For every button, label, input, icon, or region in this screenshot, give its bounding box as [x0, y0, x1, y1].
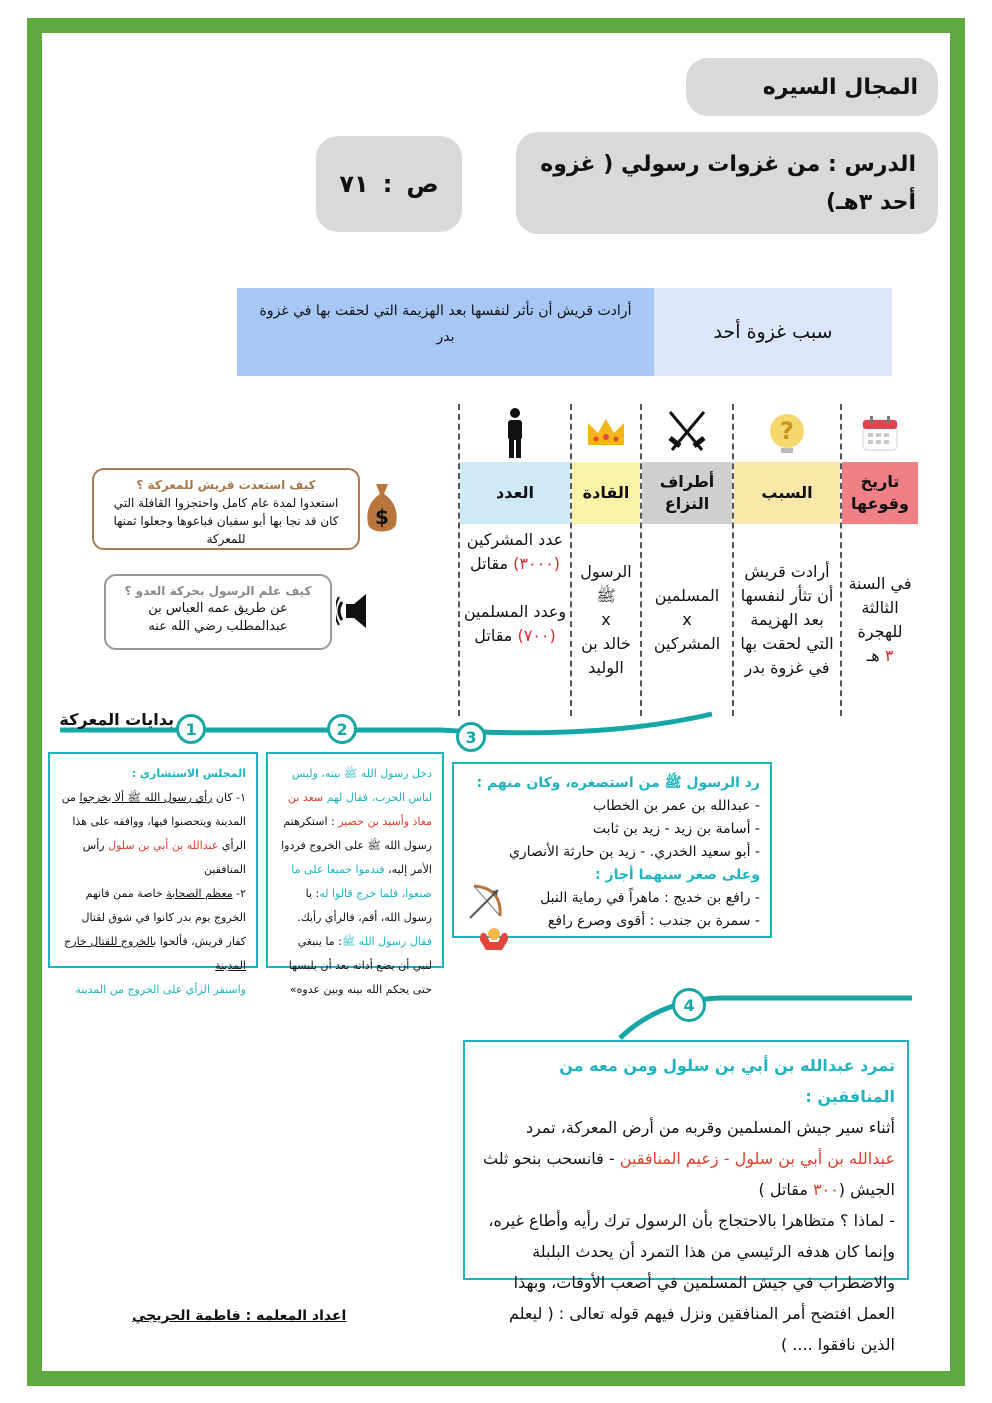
rejected-item: - أسامة بن زيد - زيد بن ثابت [592, 821, 760, 837]
approved-title: وعلى صغر سنهما أجاز : [595, 867, 760, 883]
rejected-item: - عبدالله بن عمر بن الخطاب [593, 798, 760, 814]
header-date: تاريخ وقوعها [842, 462, 918, 524]
leader-x: x [601, 610, 611, 629]
header-count: العدد [460, 462, 570, 524]
header-leaders: القادة [572, 462, 640, 524]
leader-b: خالد بن الوليد [581, 634, 631, 677]
muslimin-number: (٧٠٠) [517, 626, 556, 645]
prophet-7: فقال رسول الله ﷺ [341, 935, 432, 948]
leader-a: الرسول ﷺ [580, 562, 632, 605]
prophet-box [266, 752, 444, 996]
council-2b: معظم الصحابة [166, 887, 233, 900]
money-bag-icon [364, 480, 400, 538]
council-1d: عبدالله بن أبي بن سلول [108, 839, 219, 852]
rejected-title: رد الرسول ﷺ من استصغره، وكان منهم : [476, 775, 760, 791]
cause-banner [237, 288, 892, 376]
cell-count [460, 524, 570, 716]
council-point-2 [60, 882, 246, 978]
page-label: ص [406, 170, 439, 198]
mushrikin-label: عدد المشركين [466, 530, 564, 549]
approved-item: - سمرة بن جندب : أقوى وصرع رافع [547, 913, 760, 929]
rebellion-box [463, 1040, 909, 1354]
muslimin-label: وعدد المسلمين [463, 602, 567, 621]
mushrikin-unit: مقاتل [469, 554, 509, 573]
council-1a: ١- كان [212, 791, 246, 804]
step-4: 4 [672, 988, 706, 1022]
preparation-text: استعدوا لمدة عام كامل واحتجزوا القافلة التي كان قد نجا بها أبو سفيان فباعوها وجعلوا ثمنها للمعركة [113, 496, 339, 546]
prophet-2: فقال لهم [323, 791, 369, 804]
header-sides: أطراف النزاع [642, 462, 732, 524]
approved-item-1: رافع بن خديج : ماهراً في رماية النبل [540, 890, 751, 906]
rejected-item-1: عبدالله بن عمر بن الخطاب [593, 798, 751, 814]
prophet-5: فندموا جميعا على ما صنعوا، فلما خرج قالوا له [291, 863, 432, 900]
header-cause: السبب [734, 462, 840, 524]
page-number-box [316, 136, 462, 232]
muslimin-unit: مقاتل [474, 626, 513, 645]
rejected-item-3: أبو سعيد الخدري. - زيد بن حارثة الأنصاري [508, 844, 751, 860]
council-2a: ٢- [232, 887, 246, 900]
prophet-4: : استكرهتم رسول الله ﷺ على الخروج فردوا الأمر إليه، [281, 815, 432, 876]
approved-item-2: سمرة بن جندب : أقوى وصرع رافع [547, 913, 751, 929]
council-point-1 [60, 786, 246, 882]
cause-text: أرادت قريش أن تأثر لنفسها بعد الهزيمة التي لحقت بها في غزوة بدر [237, 288, 654, 376]
date-suffix: هـ [866, 646, 880, 665]
approved-item: - رافع بن خديج : ماهراً في رماية النبل [540, 890, 760, 906]
bow-arrow-icon [466, 882, 506, 922]
col-leaders [570, 404, 640, 716]
svg-text:?: ? [780, 417, 794, 445]
council-box [48, 752, 258, 996]
prophet-6: : يا رسول الله، أقم، فالرأي رأيك. [297, 887, 432, 924]
rebellion-para-1 [477, 1112, 895, 1205]
rebellion-1c: - فانسحب بنحو ثلث الجيش ( [483, 1149, 895, 1199]
council-1b: رأي رسول الله ﷺ ألا يخرجوا [79, 791, 213, 804]
timeline-title: بدايات المعركة [59, 710, 174, 729]
rejected-item: - أبو سعيد الخدري. - زيد بن حارثة الأنصاري [508, 844, 760, 860]
speaker-icon [336, 588, 388, 634]
col-date [840, 404, 918, 716]
lesson-title: الدرس : من غزوات رسولي ( غزوه أحد ٣هـ) [516, 132, 938, 234]
rejected-item-2: أسامة بن زيد - زيد بن ثابت [592, 821, 751, 837]
rebellion-1e: مقاتل ) [758, 1180, 814, 1199]
intelligence-text: عن طريق عمه العباس بن عبدالمطلب رضي الله عنه [148, 601, 288, 634]
rebellion-1d: ٣٠٠ [813, 1180, 839, 1199]
cause-label: سبب غزوة أحد [654, 288, 892, 376]
side-a: المسلمين [654, 586, 720, 605]
col-sides [640, 404, 732, 716]
council-title: المجلس الاستشاري : [131, 767, 246, 780]
council-2c: خاصة ممن فاتهم الخروج يوم بدر كانوا في شوق لقتال كفار قريش، فألحوا [81, 887, 246, 948]
rebellion-1a: أثناء سير جيش المسلمين وقربه من أرض المعركة، تمرد [525, 1118, 895, 1137]
prophet-3: سعد بن معاذ وأسيد بن حضير [287, 791, 432, 828]
field-title: المجال السيره [686, 58, 938, 116]
cell-date [842, 524, 918, 716]
cell-cause: أرادت قريش أن تثأر لنفسها بعد الهزيمة التي لحقت بها في غزوة بدر [740, 562, 834, 677]
svg-text:$: $ [375, 505, 389, 529]
council-decision: واستقر الرأي على الخروج من المدينة [75, 983, 246, 996]
council-1c: من المدينة ويتحصنوا فيها، ووافقه على هذا الرأي [61, 791, 246, 852]
rebellion-title: تمرد عبدالله بن أبي بن سلول ومن معه من المنافقين : [559, 1056, 895, 1106]
mushrikin-number: (٣٠٠٠) [513, 554, 561, 573]
strong-arm-icon [476, 926, 512, 954]
crossed-swords-icon [642, 404, 732, 462]
crown-icon [572, 404, 640, 462]
preparation-box [92, 468, 360, 550]
date-text: في السنة الثالثة للهجرة [848, 574, 912, 641]
step-1: 1 [176, 714, 206, 744]
council-2d: بالخروج للقتال خارج المدينة [64, 935, 246, 972]
rebellion-1b: عبدالله بن أبي بن سلول - زعيم المنافقين [619, 1149, 895, 1168]
col-count [458, 404, 570, 716]
date-year: ٣ [884, 646, 894, 665]
page-sep: : [382, 170, 393, 198]
side-b: المشركين [653, 634, 721, 653]
intelligence-box [104, 574, 332, 650]
calendar-icon [842, 404, 918, 462]
page-number: ٧١ [339, 170, 369, 198]
person-icon [460, 404, 570, 462]
rebellion-para-2: - لماذا ؟ متظاهرا بالاحتجاج بأن الرسول ترك رأيه وأطاع غيره، وإنما كان هدفه الرئيسي من هذا التمرد أن يحدث البلبلة والاضطراب في جيش المسلمين في أصعب الأوقات، وبهذا العمل افتضح أمر المنافقين ونزل فيهم قوله تعالى : ( ليعلم الذين نافقوا .... ) [488, 1211, 895, 1354]
teacher-credit: اعداد المعلمه : فاطمة الحريجي [132, 1308, 347, 1324]
cell-leaders [572, 524, 640, 716]
col-cause [732, 404, 840, 716]
step-2: 2 [327, 714, 357, 744]
question-icon [734, 404, 840, 462]
council-1e: رأس المنافقين [82, 839, 246, 876]
prophet-8: : ما ينبغي لنبي أن يضع أداته بعد أن يلبسها حتى يحكم الله بينه وبين عدوه» [288, 935, 432, 996]
intelligence-title: كيف علم الرسول بحركة العدو ؟ [124, 584, 312, 598]
timeline-curve-4 [600, 960, 920, 1040]
battle-table [458, 404, 918, 716]
preparation-title: كيف استعدت قريش للمعركة ؟ [136, 478, 316, 492]
step-3: 3 [456, 722, 486, 752]
prophet-1: دخل رسول الله ﷺ بيته، ولبس لباس الحرب، [291, 767, 432, 804]
side-x: x [682, 610, 692, 629]
cell-sides [642, 524, 732, 716]
